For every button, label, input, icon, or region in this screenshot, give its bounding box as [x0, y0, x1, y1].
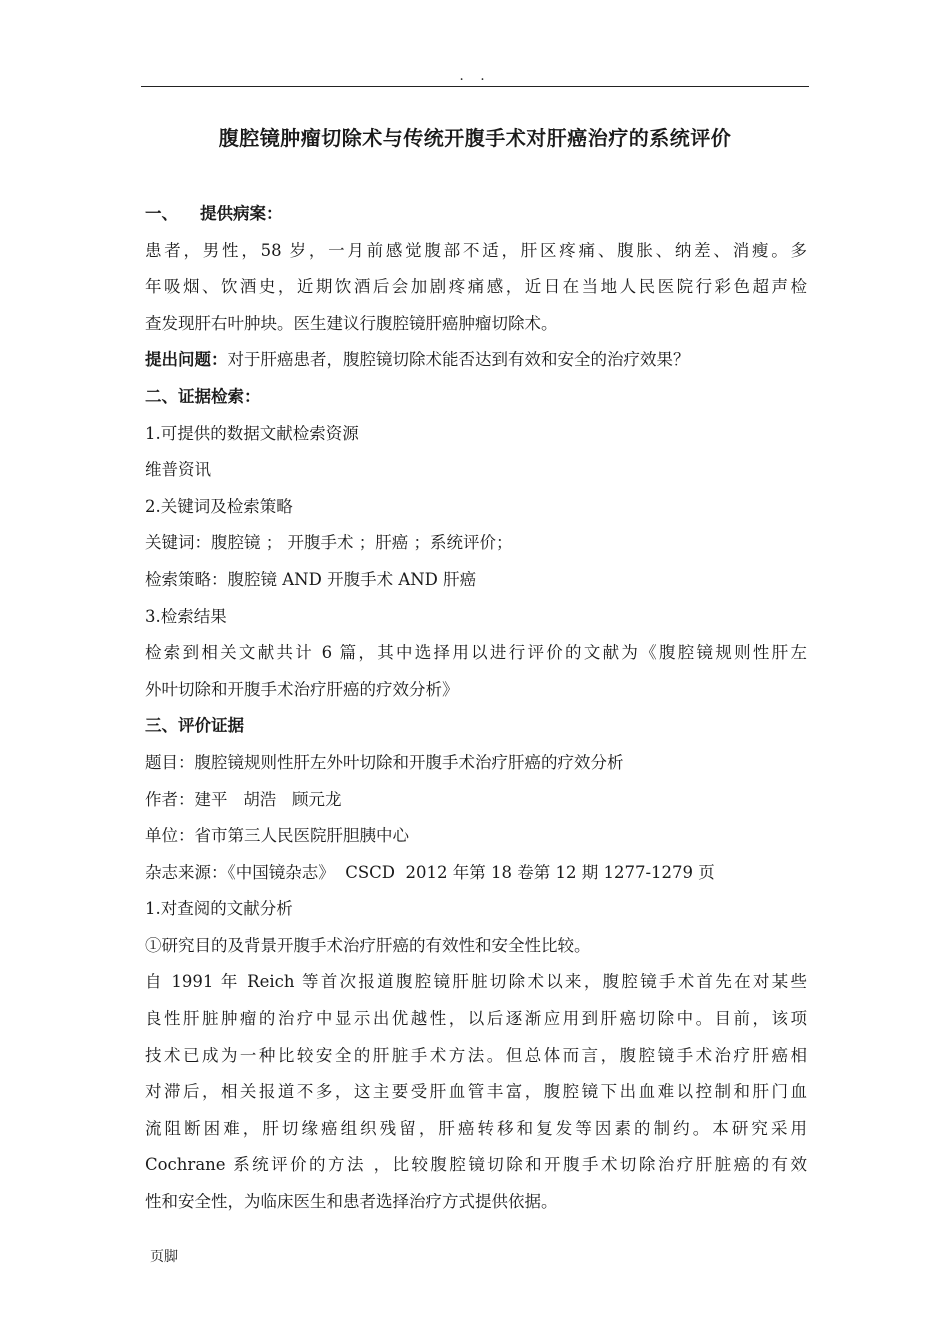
- question-line: [145, 342, 807, 379]
- section1-heading-text: 提供病案：: [200, 204, 283, 223]
- retrieval-resource: 维普资讯: [145, 460, 211, 480]
- section2-heading: 二、证据检索：: [145, 386, 261, 406]
- authors-line: 作者：建平 胡浩 顾元龙: [145, 789, 342, 809]
- result-line: 外叶切除和开腹手术治疗肝癌的疗效分析》: [145, 679, 459, 699]
- topic-line: 题目：腹腔镜规则性肝左外叶切除和开腹手术治疗肝癌的疗效分析: [145, 752, 624, 772]
- strategy-line: 检索策略：腹腔镜 AND 开腹手术 AND 肝癌: [145, 569, 477, 589]
- background-line: 良性肝脏肿瘤的治疗中显示出优越性，以后逐渐应用到肝癌切除中。目前，该项: [145, 1009, 807, 1029]
- source-line: 杂志来源：《中国镜杂志》 CSCD 2012 年第 18 卷第 12 期 1277-1279 页: [145, 862, 715, 882]
- case-line: 年吸烟、饮酒史，近期饮酒后会加剧疼痛感，近日在当地人民医院行彩色超声检: [145, 277, 807, 297]
- case-line: 查发现肝右叶肿块。医生建议行腹腔镜肝癌肿瘤切除术。: [145, 313, 558, 333]
- question-text: 对于肝癌患者，腹腔镜切除术能否达到有效和安全的治疗效果？: [227, 350, 690, 370]
- section1-heading: [145, 196, 807, 233]
- section1-heading-num: 一、: [145, 204, 178, 223]
- background-line: 性和安全性，为临床医生和患者选择治疗方式提供依据。: [145, 1192, 558, 1212]
- section3-heading: 三、评价证据: [145, 716, 244, 736]
- document-body: [145, 196, 807, 1221]
- background-line: 对滞后，相关报道不多，这主要受肝血管丰富，腹腔镜下出血难以控制和肝门血: [145, 1082, 807, 1102]
- retrieval-item-1: 1.可提供的数据文献检索资源: [145, 423, 359, 443]
- analysis-heading: 1.对查阅的文献分析: [145, 899, 293, 919]
- background-line: 流阻断困难，肝切缘癌组织残留，肝癌转移和复发等因素的制约。本研究采用: [145, 1118, 807, 1138]
- result-line: 检索到相关文献共计 6 篇，其中选择用以进行评价的文献为《腹腔镜规则性肝左: [145, 643, 807, 663]
- keywords-line: 关键词：腹腔镜 ； 开腹手术 ；肝癌 ；系统评价；: [145, 533, 513, 553]
- document-title: 腹腔镜肿瘤切除术与传统开腹手术对肝癌治疗的系统评价: [218, 126, 732, 150]
- header-rule: [141, 86, 809, 87]
- retrieval-item-3: 3.检索结果: [145, 606, 227, 626]
- background-line: Cochrane 系统评价的方法 ，比较腹腔镜切除和开腹手术切除治疗肝脏癌的有效: [145, 1155, 807, 1175]
- background-line: 自 1991 年 Reich 等首次报道腹腔镜肝脏切除术以来，腹腔镜手术首先在对某些: [145, 972, 807, 992]
- purpose-line: ①研究目的及背景开腹手术治疗肝癌的有效性和安全性比较。: [145, 935, 591, 955]
- case-line: 患者，男性，58 岁，一月前感觉腹部不适，肝区疼痛、腹胀、纳差、消瘦。多: [145, 240, 807, 260]
- page-footer: 页脚: [150, 1249, 178, 1265]
- unit-line: 单位：省市第三人民医院肝胆胰中心: [145, 826, 409, 846]
- retrieval-item-2: 2.关键词及检索策略: [145, 496, 293, 516]
- header-dots: . .: [459, 68, 491, 84]
- background-line: 技术已成为一种比较安全的肝脏手术方法。但总体而言，腹腔镜手术治疗肝癌相: [145, 1045, 807, 1065]
- question-label: 提出问题：: [145, 350, 228, 370]
